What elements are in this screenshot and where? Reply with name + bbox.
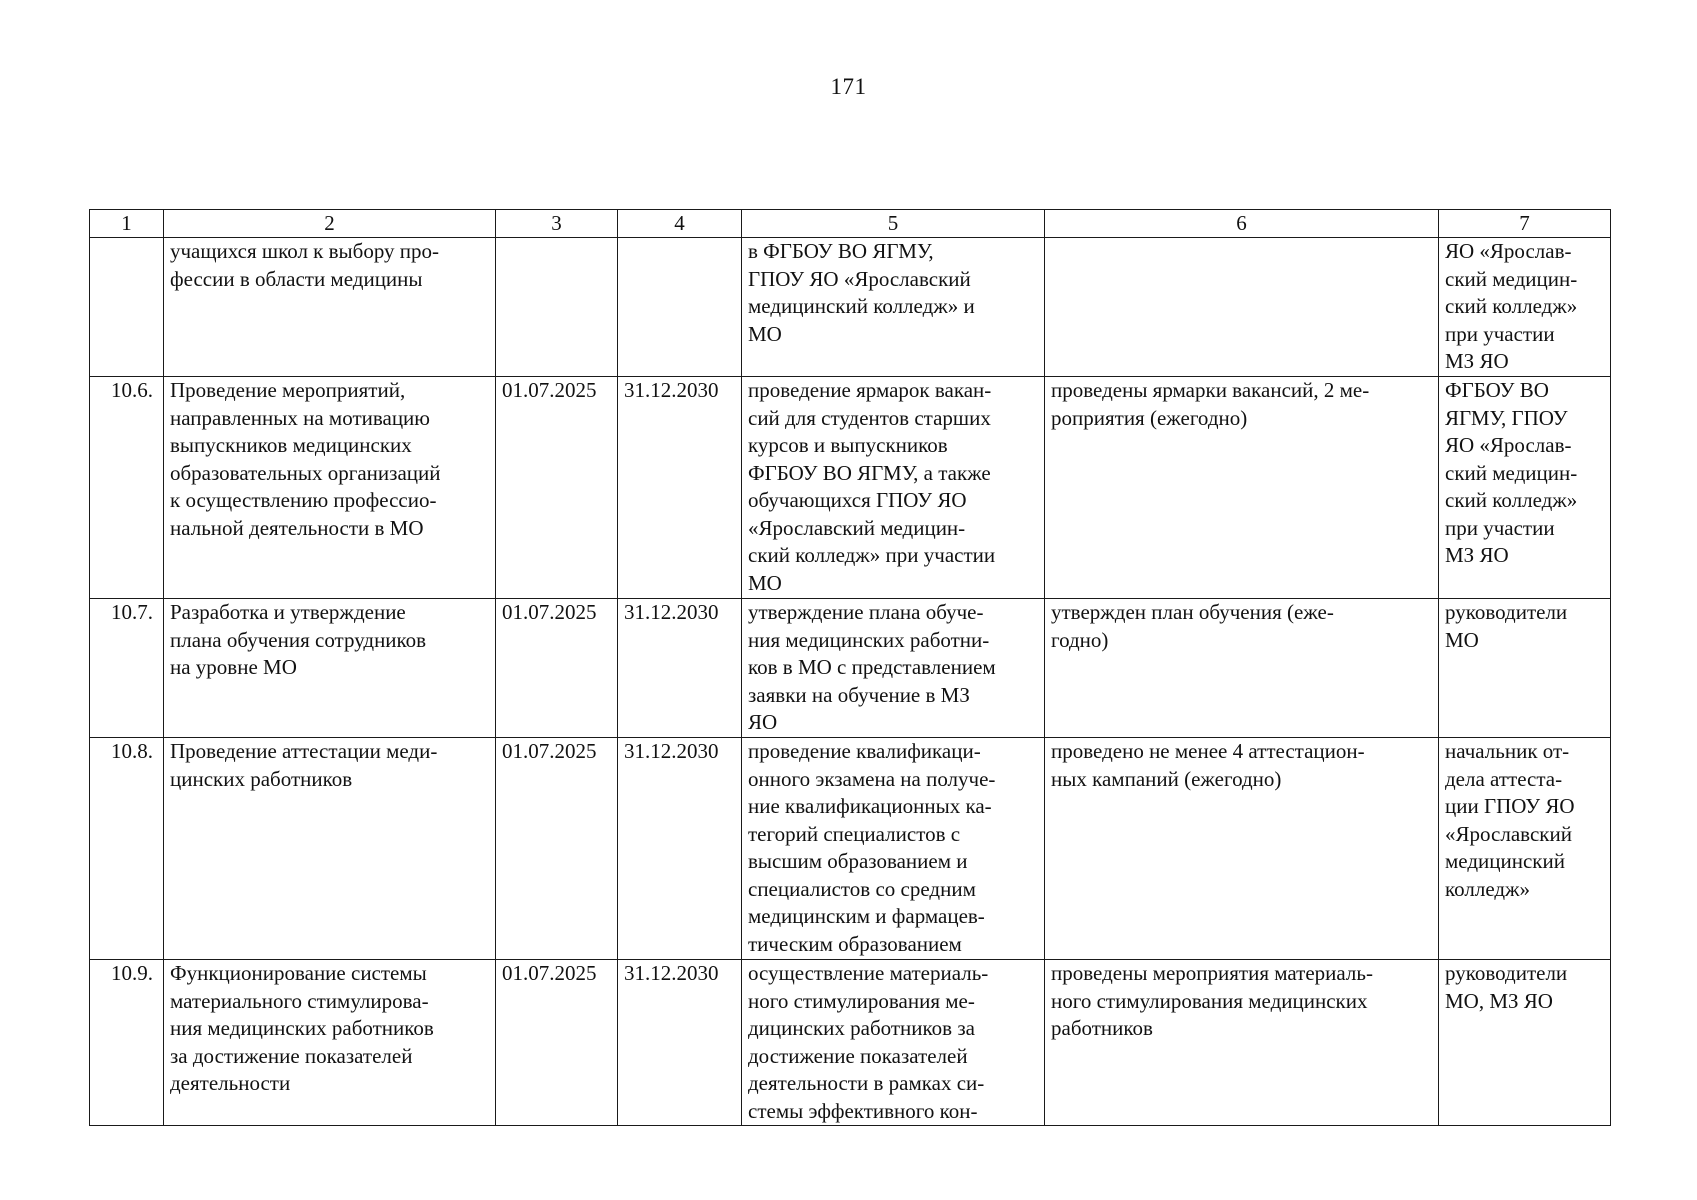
table-row bbox=[90, 960, 1611, 1126]
item-number-cell: 10.8. bbox=[90, 738, 164, 960]
item-number-cell: 10.9. bbox=[90, 960, 164, 1126]
activity-name-cell: Проведение аттестации меди- цинских работников bbox=[164, 738, 496, 960]
activity-name-cell: Функционирование системы материального стимулирова- ния медицинских работников за достижение показателей деятельности bbox=[164, 960, 496, 1126]
item-number-cell bbox=[90, 238, 164, 377]
table-row bbox=[90, 599, 1611, 738]
start-date-cell: 01.07.2025 bbox=[496, 377, 618, 599]
responsible-cell: руководители МО, МЗ ЯО bbox=[1439, 960, 1611, 1126]
item-number-cell: 10.6. bbox=[90, 377, 164, 599]
expected-result-cell: проведены мероприятия материаль- ного стимулирования медицинских работников bbox=[1045, 960, 1439, 1126]
activity-name-cell: учащихся школ к выбору про- фессии в области медицины bbox=[164, 238, 496, 377]
activity-content-cell: проведение квалификаци- онного экзамена на получе- ние квалификационных ка- тегорий специалистов с высшим образованием и специалистов со средним медицинским и фармацев- тическим образованием bbox=[742, 738, 1045, 960]
end-date-cell: 31.12.2030 bbox=[618, 377, 742, 599]
activity-name-cell: Разработка и утверждение плана обучения сотрудников на уровне МО bbox=[164, 599, 496, 738]
responsible-cell: ЯО «Ярослав- ский медицин- ский колледж» при участии МЗ ЯО bbox=[1439, 238, 1611, 377]
start-date-cell: 01.07.2025 bbox=[496, 960, 618, 1126]
activity-content-cell: осуществление материаль- ного стимулирования ме- дицинских работников за достижение показателей деятельности в рамках си- стемы эффективного кон- bbox=[742, 960, 1045, 1126]
activity-content-cell: утверждение плана обуче- ния медицинских работни- ков в МО с представлением заявки на обучение в МЗ ЯО bbox=[742, 599, 1045, 738]
table-row bbox=[90, 738, 1611, 960]
start-date-cell: 01.07.2025 bbox=[496, 599, 618, 738]
column-number-row bbox=[90, 210, 1611, 238]
expected-result-cell bbox=[1045, 238, 1439, 377]
start-date-cell: 01.07.2025 bbox=[496, 738, 618, 960]
end-date-cell: 31.12.2030 bbox=[618, 960, 742, 1126]
responsible-cell: руководители МО bbox=[1439, 599, 1611, 738]
table-row bbox=[90, 377, 1611, 599]
column-number-header: 1 bbox=[90, 210, 164, 238]
activity-name-cell: Проведение мероприятий, направленных на мотивацию выпускников медицинских образовательных организаций к осуществлению профессио- нальной деятельности в МО bbox=[164, 377, 496, 599]
column-number-header: 3 bbox=[496, 210, 618, 238]
end-date-cell bbox=[618, 238, 742, 377]
column-number-header: 2 bbox=[164, 210, 496, 238]
expected-result-cell: проведены ярмарки вакансий, 2 ме- роприятия (ежегодно) bbox=[1045, 377, 1439, 599]
responsible-cell: ФГБОУ ВО ЯГМУ, ГПОУ ЯО «Ярослав- ский медицин- ский колледж» при участии МЗ ЯО bbox=[1439, 377, 1611, 599]
activity-content-cell: проведение ярмарок вакан- сий для студентов старших курсов и выпускников ФГБОУ ВО ЯГМУ, а также обучающихся ГПОУ ЯО «Ярославский медицин- ский колледж» при участии МО bbox=[742, 377, 1045, 599]
end-date-cell: 31.12.2030 bbox=[618, 599, 742, 738]
activity-plan-table bbox=[89, 209, 1611, 1126]
column-number-header: 7 bbox=[1439, 210, 1611, 238]
start-date-cell bbox=[496, 238, 618, 377]
expected-result-cell: утвержден план обучения (еже- годно) bbox=[1045, 599, 1439, 738]
end-date-cell: 31.12.2030 bbox=[618, 738, 742, 960]
page-number: 171 bbox=[830, 74, 867, 99]
item-number-cell: 10.7. bbox=[90, 599, 164, 738]
column-number-header: 5 bbox=[742, 210, 1045, 238]
activity-content-cell: в ФГБОУ ВО ЯГМУ, ГПОУ ЯО «Ярославский медицинский колледж» и МО bbox=[742, 238, 1045, 377]
column-number-header: 4 bbox=[618, 210, 742, 238]
table-row bbox=[90, 238, 1611, 377]
column-number-header: 6 bbox=[1045, 210, 1439, 238]
expected-result-cell: проведено не менее 4 аттестацион- ных кампаний (ежегодно) bbox=[1045, 738, 1439, 960]
responsible-cell: начальник от- дела аттеста- ции ГПОУ ЯО «Ярославский медицинский колледж» bbox=[1439, 738, 1611, 960]
